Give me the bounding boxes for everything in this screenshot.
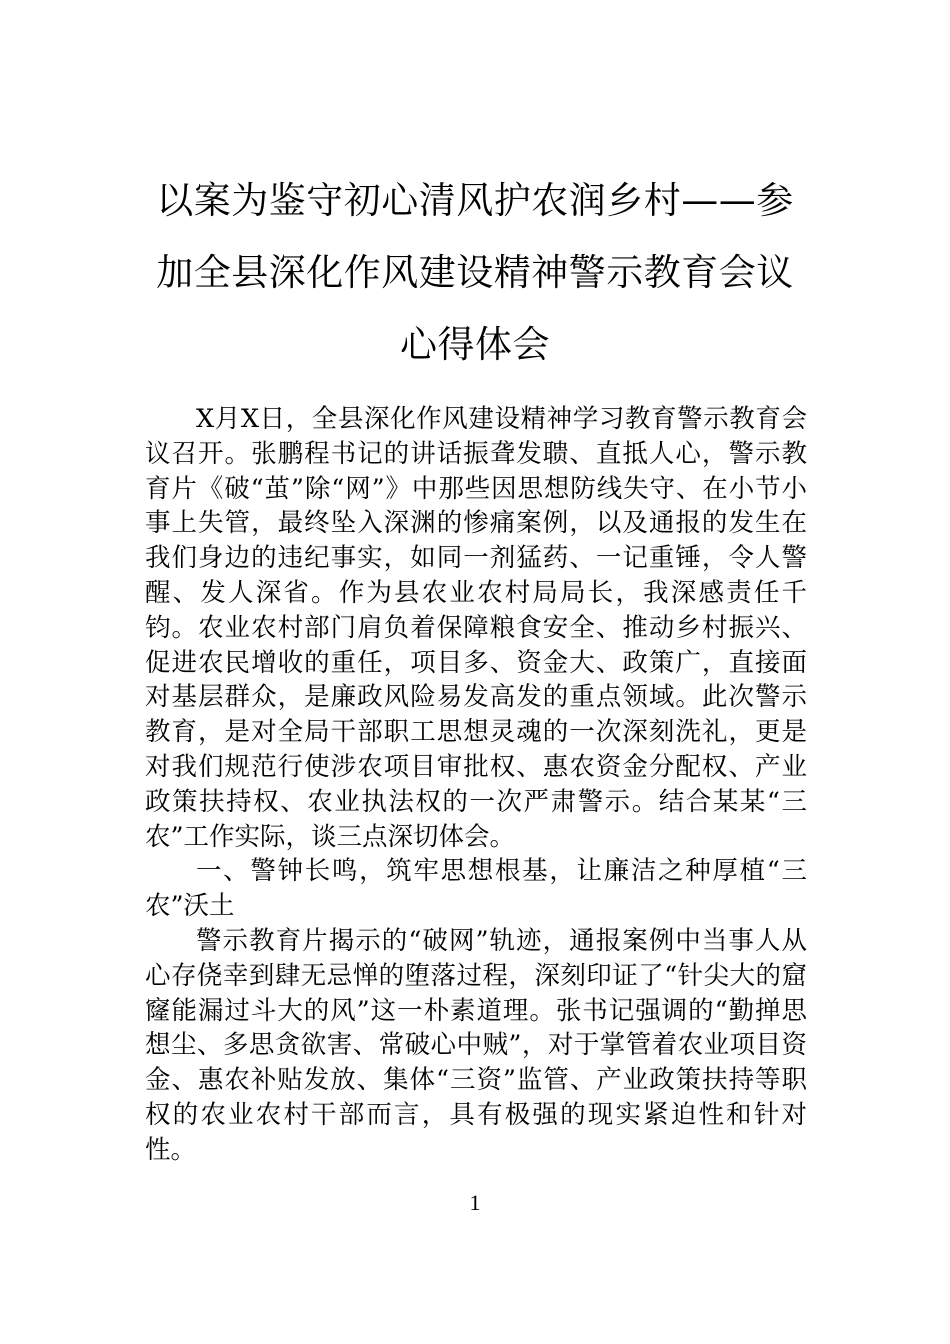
intro-paragraph: X月X日，全县深化作风建设精神学习教育警示教育会议召开。张鹏程书记的讲话振聋发聩、直抵人心，警示教育片《破“茧”除“网”》中那些因思想防线失守、在小节小事上失管，最终坠入深渊的惨痛案例，以及通报的发生在我们身边的违纪事实，如同一剂猛药、一记重锤，令人警醒、发人深省。作为县农业农村局局长，我深感责任千钧。农业农村部门肩负着保障粮食安全、推动乡村振兴、促进农民增收的重任，项目多、资金大、政策广，直接面对基层群众，是廉政风险易发高发的重点领域。此次警示教育，是对全局干部职工思想灵魂的一次深刻洗礼，更是对我们规范行使涉农项目审批权、惠农资金分配权、产业政策扶持权、农业执法权的一次严肃警示。结合某某“三农”工作实际，谈三点深切体会。: [145, 404, 807, 852]
document-title: 以案为鉴守初心清风护农润乡村——参加全县深化作风建设精神警示教育会议心得体会: [156, 179, 794, 366]
document-body: [145, 402, 807, 1168]
page-number: 1: [469, 1190, 481, 1215]
section-heading-1: 一、警钟长鸣，筑牢思想根基，让廉洁之种厚植“三农”沃土: [145, 856, 807, 922]
section-paragraph-1: 警示教育片揭示的“破网”轨迹，通报案例中当事人从心存侥幸到肆无忌惮的堕落过程，深刻印证了“针尖大的窟窿能漏过斗大的风”这一朴素道理。张书记强调的“勤掸思想尘、多思贪欲害、常破心中贼”，对于掌管着农业项目资金、惠农补贴发放、集体“三资”监管、产业政策扶持等职权的农业农村干部而言，具有极强的现实紧迫性和针对性。: [145, 925, 807, 1165]
